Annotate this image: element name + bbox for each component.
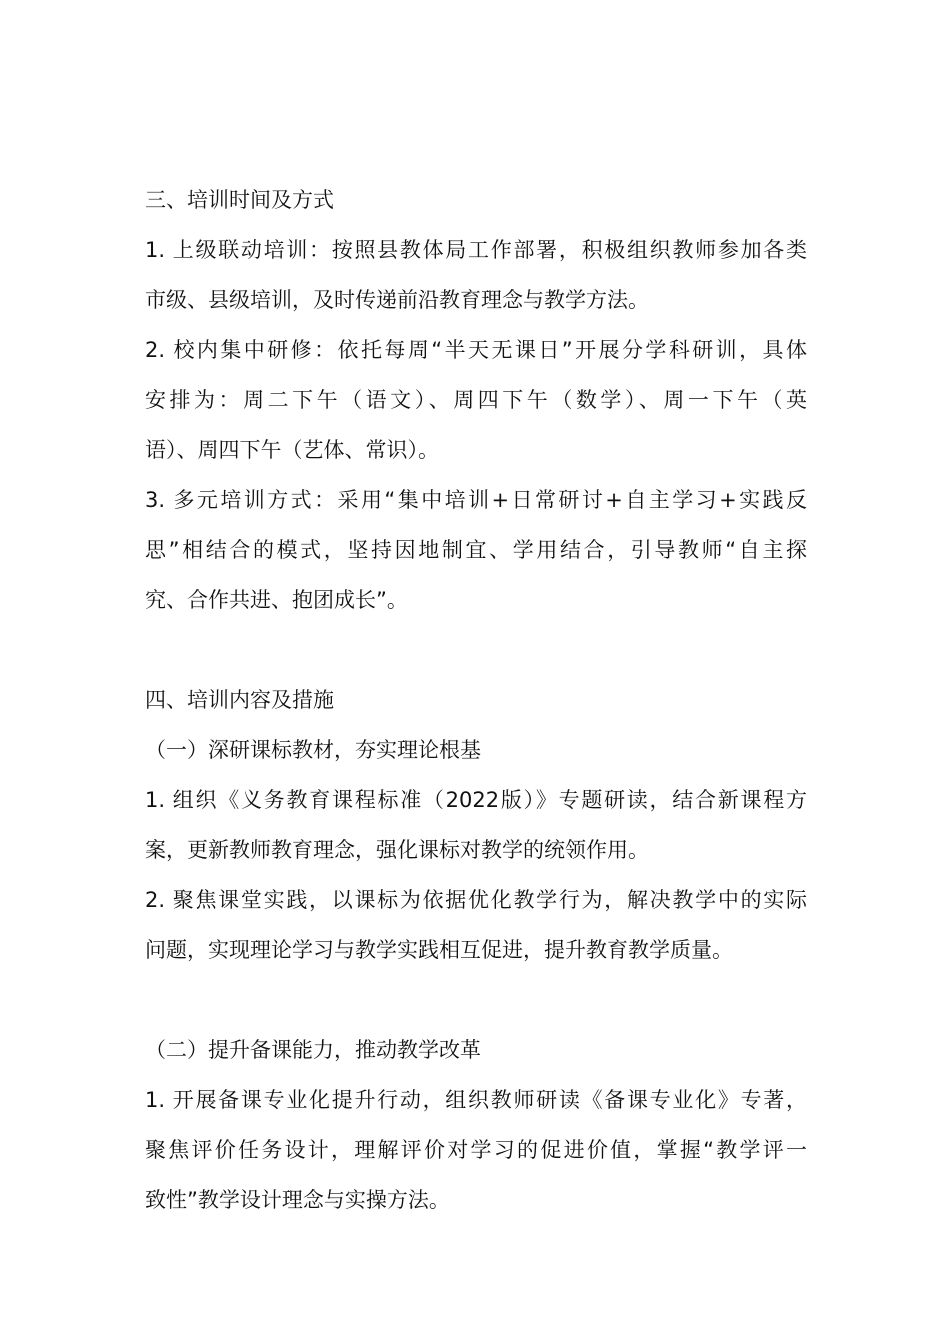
paragraph-line: 语）、周四下午（艺体、常识）。 bbox=[145, 438, 439, 462]
list-number: 2. bbox=[145, 338, 166, 362]
paragraph-line bbox=[145, 228, 807, 278]
paragraph-text: 上级联动培训：按照县教体局工作部署，积极组织教师参加各类 bbox=[171, 238, 807, 262]
paragraph-spacer bbox=[145, 978, 807, 1028]
paragraph-line: 聚焦评价任务设计，理解评价对学习的促进价值，掌握“教学评一 bbox=[145, 1138, 807, 1162]
section-heading-4: 四、培训内容及措施 bbox=[145, 688, 334, 712]
paragraph-text: 聚焦课堂实践，以课标为依据优化教学行为，解决教学中的实际 bbox=[171, 888, 807, 912]
paragraph-line: 致性”教学设计理念与实操方法。 bbox=[145, 1188, 450, 1212]
list-number: 1. bbox=[145, 238, 166, 262]
paragraph-text: 校内集中研修：依托每周“半天无课日”开展分学科研训，具体 bbox=[171, 338, 807, 362]
list-number: 1. bbox=[145, 788, 166, 812]
paragraph-text: 多元培训方式：采用“集中培训+日常研讨+自主学习+实践反 bbox=[171, 488, 807, 512]
list-number: 2. bbox=[145, 888, 166, 912]
list-number: 3. bbox=[145, 488, 166, 512]
paragraph-text: 组织《义务教育课程标准（2022版）》专题研读，结合新课程方 bbox=[171, 788, 807, 812]
paragraph-line bbox=[145, 328, 807, 378]
paragraph-line: 案，更新教师教育理念，强化课标对教学的统领作用。 bbox=[145, 838, 649, 862]
paragraph-line bbox=[145, 878, 807, 928]
paragraph-line: 究、合作共进、抱团成长”。 bbox=[145, 588, 408, 612]
paragraph-line: 市级、县级培训，及时传递前沿教育理念与教学方法。 bbox=[145, 288, 649, 312]
list-number: 1. bbox=[145, 1088, 166, 1112]
paragraph-line bbox=[145, 478, 807, 528]
document-body bbox=[145, 178, 807, 1228]
section-heading-3: 三、培训时间及方式 bbox=[145, 188, 334, 212]
subsection-heading-1: （一）深研课标教材，夯实理论根基 bbox=[145, 738, 481, 762]
paragraph-line: 思”相结合的模式，坚持因地制宜、学用结合，引导教师“自主探 bbox=[145, 538, 807, 562]
paragraph-text: 开展备课专业化提升行动，组织教师研读《备课专业化》专著， bbox=[171, 1088, 807, 1112]
paragraph-line bbox=[145, 1078, 807, 1128]
subsection-heading-2: （二）提升备课能力，推动教学改革 bbox=[145, 1038, 481, 1062]
paragraph-line: 问题，实现理论学习与教学实践相互促进，提升教育教学质量。 bbox=[145, 938, 733, 962]
paragraph-line bbox=[145, 778, 807, 828]
paragraph-spacer bbox=[145, 628, 807, 678]
paragraph-line: 安排为：周二下午（语文）、周四下午（数学）、周一下午（英 bbox=[145, 388, 807, 412]
